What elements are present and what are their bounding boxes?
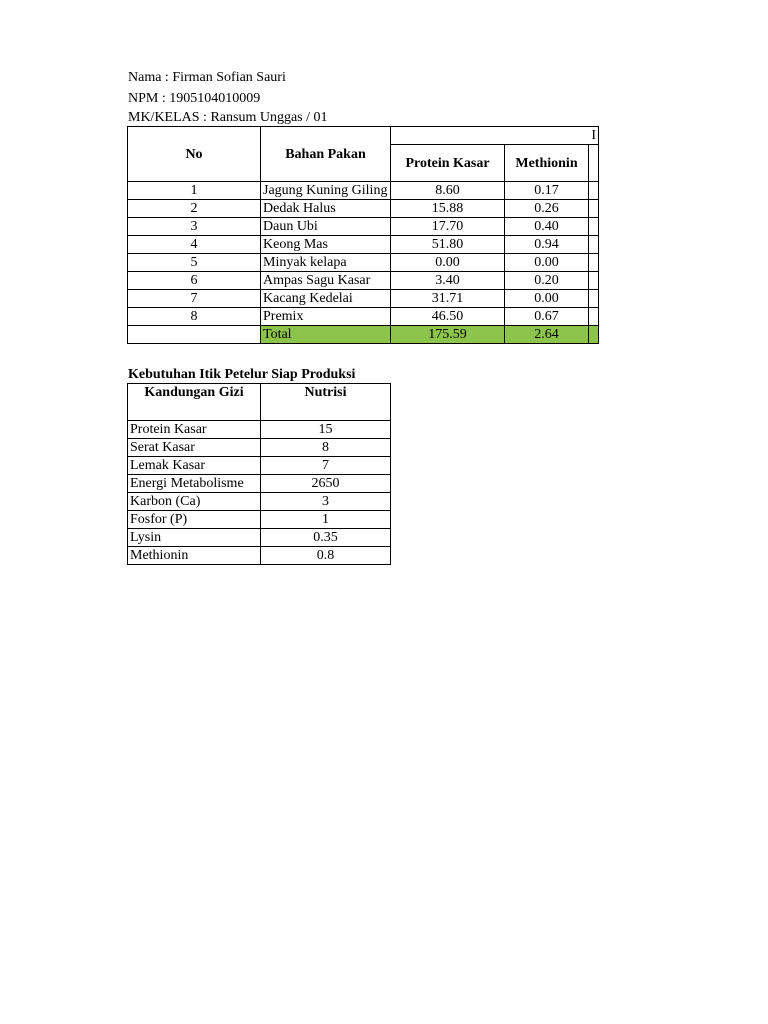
- row-bahan: Jagung Kuning Giling: [261, 182, 391, 200]
- col-header-protein: Protein Kasar: [391, 145, 505, 182]
- col-header-kandungan: Kandungan Gizi: [128, 384, 261, 421]
- total-row: [128, 326, 599, 344]
- total-protein: 175.59: [391, 326, 505, 344]
- col-header-no: No: [128, 127, 261, 182]
- row-cut: [589, 308, 599, 326]
- row-bahan: Minyak kelapa: [261, 254, 391, 272]
- row-gizi: Serat Kasar: [128, 439, 261, 457]
- requirements-title: Kebutuhan Itik Petelur Siap Produksi: [128, 367, 356, 382]
- col-header-nutrisi: Nutrisi: [261, 384, 391, 421]
- row-nutrisi: 8: [261, 439, 391, 457]
- col-header-methionin: Methionin: [505, 145, 589, 182]
- col-header-bahan: Bahan Pakan: [261, 127, 391, 182]
- row-gizi: Karbon (Ca): [128, 493, 261, 511]
- row-nutrisi: 0.8: [261, 547, 391, 565]
- row-methionin: 0.17: [505, 182, 589, 200]
- requirement-row: [128, 511, 391, 529]
- row-methionin: 0.00: [505, 290, 589, 308]
- row-protein: 3.40: [391, 272, 505, 290]
- total-label: Total: [261, 326, 391, 344]
- requirement-row: [128, 475, 391, 493]
- row-no: 8: [128, 308, 261, 326]
- row-protein: 15.88: [391, 200, 505, 218]
- row-methionin: 0.20: [505, 272, 589, 290]
- row-bahan: Premix: [261, 308, 391, 326]
- row-nutrisi: 0.35: [261, 529, 391, 547]
- row-no: 5: [128, 254, 261, 272]
- row-gizi: Fosfor (P): [128, 511, 261, 529]
- total-cut-cell: [589, 326, 599, 344]
- row-nutrisi: 2650: [261, 475, 391, 493]
- row-gizi: Lemak Kasar: [128, 457, 261, 475]
- ingredient-row: [128, 272, 599, 290]
- col-header-cut: [589, 145, 599, 182]
- row-cut: [589, 218, 599, 236]
- row-no: 6: [128, 272, 261, 290]
- row-cut: [589, 290, 599, 308]
- ingredient-row: [128, 218, 599, 236]
- ingredient-row: [128, 236, 599, 254]
- row-methionin: 0.94: [505, 236, 589, 254]
- nutrient-requirements-table: [127, 383, 391, 565]
- feed-ingredients-table: [127, 126, 599, 344]
- row-bahan: Dedak Halus: [261, 200, 391, 218]
- course-class: MK/KELAS : Ransum Unggas / 01: [128, 110, 328, 125]
- row-nutrisi: 15: [261, 421, 391, 439]
- total-no-cell: [128, 326, 261, 344]
- row-no: 3: [128, 218, 261, 236]
- row-protein: 0.00: [391, 254, 505, 272]
- requirement-row: [128, 493, 391, 511]
- student-npm: NPM : 1905104010009: [128, 91, 261, 106]
- row-protein: 17.70: [391, 218, 505, 236]
- row-methionin: 0.00: [505, 254, 589, 272]
- requirement-row: [128, 439, 391, 457]
- requirement-row: [128, 547, 391, 565]
- student-name: Nama : Firman Sofian Sauri: [128, 70, 286, 85]
- row-methionin: 0.67: [505, 308, 589, 326]
- row-gizi: Protein Kasar: [128, 421, 261, 439]
- total-methionin: 2.64: [505, 326, 589, 344]
- row-nutrisi: 3: [261, 493, 391, 511]
- row-nutrisi: 1: [261, 511, 391, 529]
- row-cut: [589, 182, 599, 200]
- cut-group-header-text: I: [591, 128, 596, 143]
- row-gizi: Energi Metabolisme: [128, 475, 261, 493]
- row-nutrisi: 7: [261, 457, 391, 475]
- ingredient-row: [128, 254, 599, 272]
- row-protein: 51.80: [391, 236, 505, 254]
- row-protein: 31.71: [391, 290, 505, 308]
- row-cut: [589, 272, 599, 290]
- row-protein: 46.50: [391, 308, 505, 326]
- requirement-row: [128, 529, 391, 547]
- row-bahan: Daun Ubi: [261, 218, 391, 236]
- cut-group-header: [391, 127, 599, 145]
- row-cut: [589, 236, 599, 254]
- row-bahan: Ampas Sagu Kasar: [261, 272, 391, 290]
- row-no: 2: [128, 200, 261, 218]
- row-bahan: Kacang Kedelai: [261, 290, 391, 308]
- row-methionin: 0.40: [505, 218, 589, 236]
- row-methionin: 0.26: [505, 200, 589, 218]
- ingredient-row: [128, 290, 599, 308]
- row-gizi: Lysin: [128, 529, 261, 547]
- row-no: 4: [128, 236, 261, 254]
- ingredient-row: [128, 200, 599, 218]
- row-no: 1: [128, 182, 261, 200]
- row-cut: [589, 200, 599, 218]
- ingredient-row: [128, 308, 599, 326]
- row-cut: [589, 254, 599, 272]
- row-bahan: Keong Mas: [261, 236, 391, 254]
- row-gizi: Methionin: [128, 547, 261, 565]
- ingredient-row: [128, 182, 599, 200]
- row-no: 7: [128, 290, 261, 308]
- requirement-row: [128, 421, 391, 439]
- requirement-row: [128, 457, 391, 475]
- row-protein: 8.60: [391, 182, 505, 200]
